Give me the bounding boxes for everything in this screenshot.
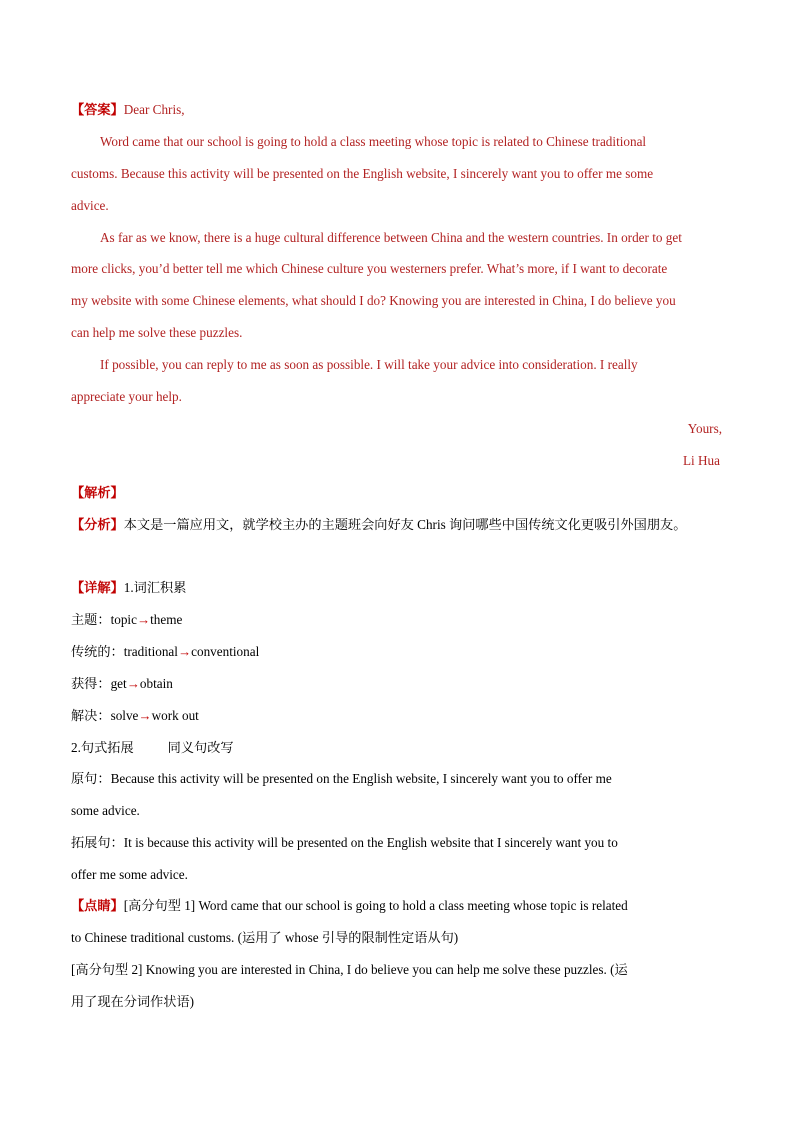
letter-p2-line3: my website with some Chinese elements, what should I do? Knowing you are interested in China, I do believe you (71, 293, 676, 308)
vocab-from: traditional (123, 644, 178, 659)
dianjing-line4: 用了现在分词作状语) (71, 994, 195, 1009)
original-label: 原句： (71, 771, 111, 786)
closing: Yours, (687, 421, 722, 436)
sentence-title: 2.句式拓展 (71, 740, 134, 755)
vocab-item (71, 707, 199, 725)
greeting: Dear Chris, (123, 102, 185, 117)
vocab-cn: 获得： (71, 676, 111, 691)
fenxi-tag: 【分析】 (71, 517, 124, 532)
letter-p3-line1: If possible, you can reply to me as soon as possible. I will take your advice into consideration. I really (100, 357, 638, 372)
vocab-cn: 传统的： (71, 644, 124, 659)
fenxi-text: 本文是一篇应用文，就学校主办的主题班会向好友 Chris 询问哪些中国传统文化更吸引外国朋友。 (123, 517, 687, 532)
vocab-cn: 主题： (71, 612, 111, 627)
arrow-right-icon: → (136, 612, 151, 627)
signature: Li Hua (683, 453, 720, 468)
arrow-right-icon: → (126, 676, 140, 691)
vocab-from: get (110, 676, 127, 691)
dianjing-line1 (71, 897, 628, 915)
sentence-subtitle: 同义句改写 (167, 740, 234, 755)
answer-greeting-line (71, 101, 185, 119)
vocab-from: solve (110, 708, 139, 723)
vocab-item (71, 611, 182, 629)
expanded-label: 拓展句： (71, 835, 124, 850)
expanded-line1 (71, 834, 618, 852)
vocab-item (71, 643, 259, 661)
analysis-heading (71, 484, 124, 502)
dianjing-line3: [高分句型 2] Knowing you are interested in China, I do believe you can help me solve these puzzles. (运 (71, 962, 628, 977)
analysis-tag: 【解析】 (71, 485, 124, 500)
vocab-to: obtain (139, 676, 173, 691)
letter-p2-line4: can help me solve these puzzles. (71, 325, 243, 340)
vocab-to: work out (151, 708, 199, 723)
dianjing-tag: 【点睛】 (71, 898, 124, 913)
expanded-text: It is because this activity will be presented on the English website that I sincerely want you to (123, 835, 618, 850)
letter-p3-line2: appreciate your help. (71, 389, 182, 404)
xiangjie-tag: 【详解】 (71, 580, 124, 595)
fenxi-line (71, 516, 686, 534)
letter-p2-line2: more clicks, you’d better tell me which Chinese culture you westerners prefer. What’s more, if I want to decorate (71, 261, 668, 276)
answer-tag: 【答案】 (71, 102, 124, 117)
vocab-from: topic (110, 612, 137, 627)
vocab-to: conventional (191, 644, 260, 659)
original-text: Because this activity will be presented on the English website, I sincerely want you to offer me (110, 771, 612, 786)
vocab-title: 1.词汇积累 (123, 580, 187, 595)
dianjing-text-1: [高分句型 1] Word came that our school is going to hold a class meeting whose topic is related (123, 898, 628, 913)
original-line2: some advice. (71, 803, 140, 818)
original-line1 (71, 770, 612, 788)
letter-p1-line2: customs. Because this activity will be presented on the English website, I sincerely want you to offer me some (71, 166, 654, 181)
letter-p1-line3: advice. (71, 198, 109, 213)
vocab-item (71, 675, 173, 693)
expanded-line2: offer me some advice. (71, 867, 188, 882)
vocab-to: theme (150, 612, 183, 627)
arrow-right-icon: → (138, 708, 152, 723)
sentence-title-line (71, 739, 234, 757)
vocab-cn: 解决： (71, 708, 111, 723)
xiangjie-line (71, 579, 186, 597)
letter-p1-line1: Word came that our school is going to hold a class meeting whose topic is related to Chinese traditional (100, 134, 647, 149)
dianjing-line2: to Chinese traditional customs. (运用了 whose 引导的限制性定语从句) (71, 930, 459, 945)
arrow-right-icon: → (177, 644, 192, 659)
letter-p2-line1: As far as we know, there is a huge cultural difference between China and the western countries. In order to get (100, 230, 682, 245)
